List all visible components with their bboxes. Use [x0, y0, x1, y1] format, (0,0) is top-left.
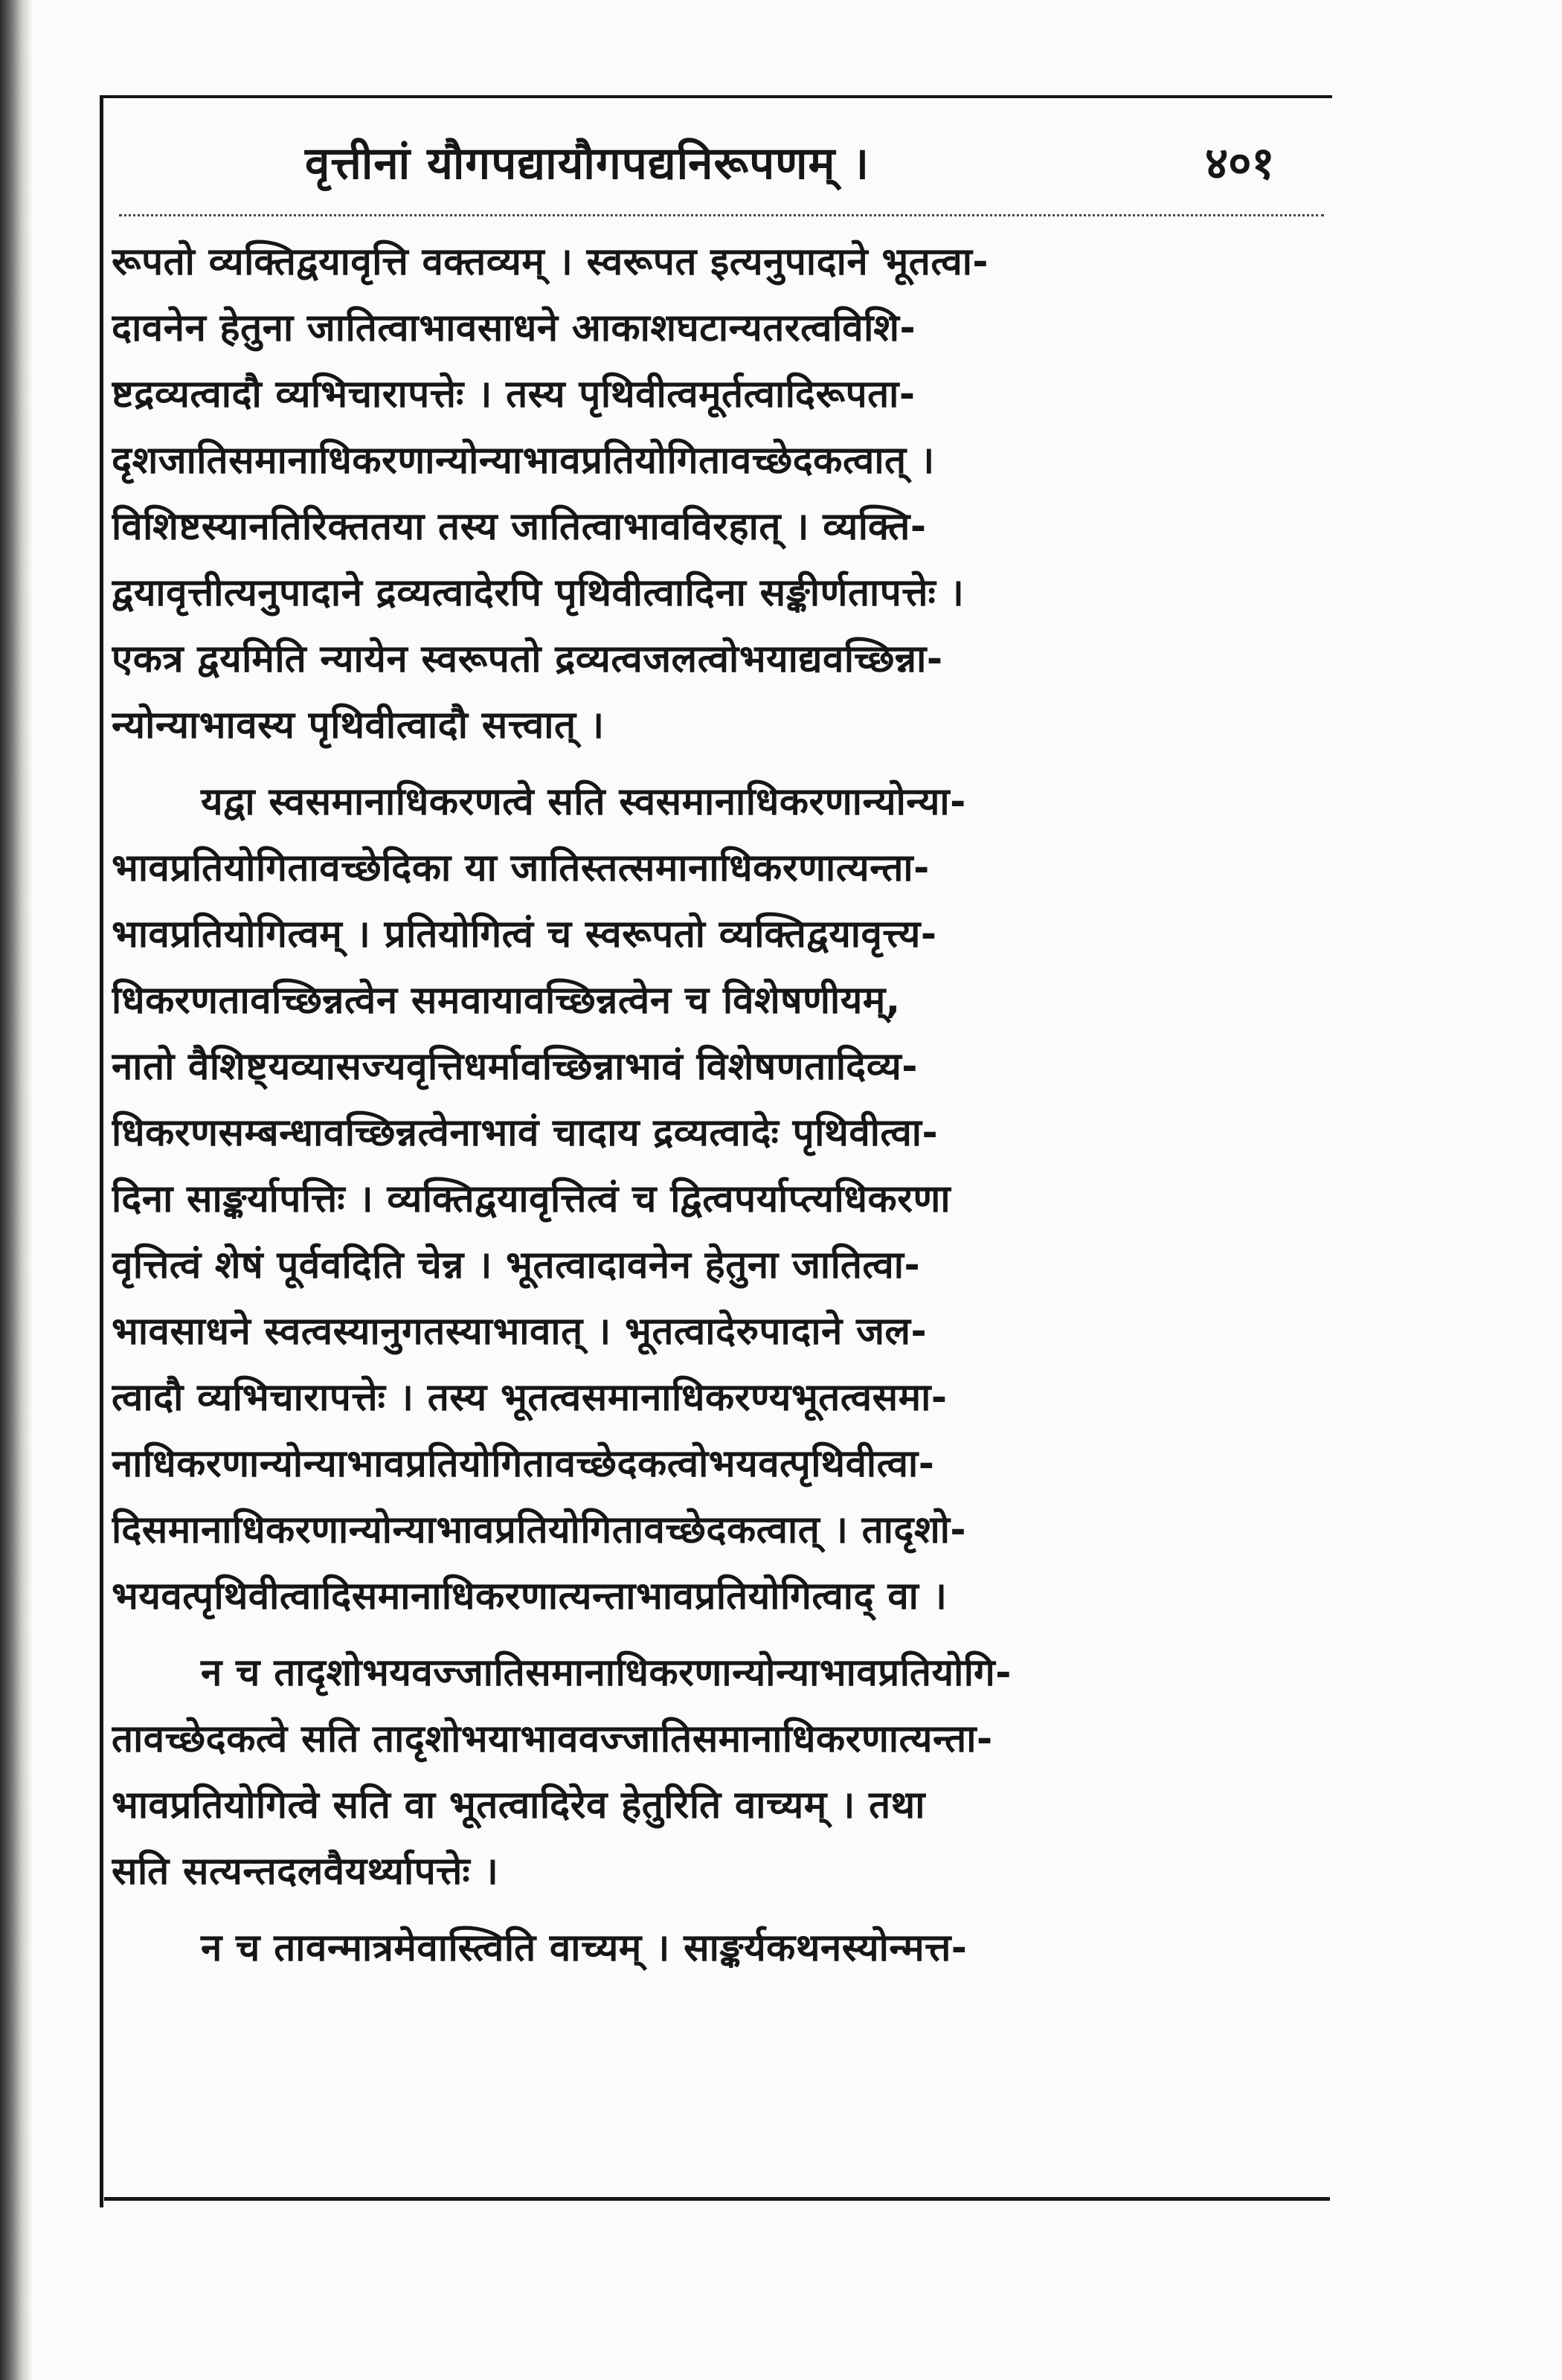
text-line: द्वयावृत्तीत्यनुपादाने द्रव्यत्वादेरपि पृथिवीत्वादिना सङ्कीर्णतापत्तेः । — [112, 571, 965, 615]
text-line: धिकरणसम्बन्धावच्छिन्नत्वेनाभावं चादाय द्रव्यत्वादेः पृथिवीत्वा- — [112, 1111, 939, 1155]
text-line: तावच्छेदकत्वे सति तादृशोभयाभाववज्जातिसमानाधिकरणात्यन्ता- — [112, 1717, 993, 1761]
text-body — [112, 229, 1318, 2170]
text-line: न्योन्याभावस्य पृथिवीत्वादौ सत्त्वात् । — [112, 704, 605, 747]
text-line: नाधिकरणान्योन्याभावप्रतियोगितावच्छेदकत्वोभयवत्पृथिवीत्वा- — [112, 1442, 935, 1486]
text-line: धिकरणतावच्छिन्नत्वेन समवायावच्छिन्नत्वेन च विशेषणीयम्, — [112, 979, 901, 1023]
text-line: वृत्तित्वं शेषं पूर्ववदिति चेन्न । भूतत्वादावनेन हेतुना जातित्वा- — [112, 1244, 921, 1287]
text-line: दिसमानाधिकरणान्योन्याभावप्रतियोगितावच्छेदकत्वात् । तादृशो- — [112, 1508, 967, 1552]
page-binding-edge — [0, 0, 33, 2380]
text-line: न च तावन्मात्रमेवास्त्विति वाच्यम् । साङ्कर्यकथनस्योन्मत्त- — [201, 1926, 968, 1970]
text-line: भावप्रतियोगितावच्छेदिका या जातिस्तत्समानाधिकरणात्यन्ता- — [112, 846, 930, 890]
text-line: त्वादौ व्यभिचारापत्तेः । तस्य भूतत्वसमानाधिकरण्यभूतत्वसमा- — [112, 1376, 948, 1420]
text-line: एकत्र द्वयमिति न्यायेन स्वरूपतो द्रव्यत्वजलत्वोभयाद्यवच्छिन्ना- — [112, 637, 943, 681]
paragraph-1 — [112, 229, 1318, 759]
paragraph-2 — [112, 769, 1318, 1630]
text-line: नातो वैशिष्ट्यव्यासज्यवृत्तिधर्मावच्छिन्नाभावं विशेषणतादिव्य- — [112, 1045, 918, 1089]
text-line: सति सत्यन्तदलवैयर्थ्यापत्तेः । — [112, 1850, 499, 1894]
text-line: विशिष्टस्यानतिरिक्ततया तस्य जातित्वाभावविरहात् । व्यक्ति- — [112, 505, 927, 549]
text-line: भावसाधने स्वत्वस्यानुगतस्याभावात् । भूतत्वादेरुपादाने जल- — [112, 1310, 928, 1354]
text-line: दिना साङ्कर्यापत्तिः । व्यक्तिद्वयावृत्तित्वं च द्वित्वपर्याप्त्यधिकरणा — [112, 1177, 951, 1221]
text-line: भयवत्पृथिवीत्वादिसमानाधिकरणात्यन्ताभावप्रतियोगित्वाद् वा । — [112, 1575, 948, 1618]
text-line: न च तादृशोभयवज्जातिसमानाधिकरणान्योन्याभावप्रतियोगि- — [201, 1651, 1012, 1695]
text-line: दावनेन हेतुना जातित्वाभावसाधने आकाशघटान्यतरत्वविशि- — [112, 306, 916, 350]
running-title: वृत्तीनां यौगपद्यायौगपद्यनिरूपणम् । — [305, 138, 870, 190]
running-header — [112, 120, 1317, 210]
text-line: भावप्रतियोगित्वम् । प्रतियोगित्वं च स्वरूपतो व्यक्तिद्वयावृत्त्य- — [112, 913, 937, 956]
text-line: रूपतो व्यक्तिद्वयावृत्ति वक्तव्यम् । स्वरूपत इत्यनुपादाने भूतत्वा- — [112, 240, 989, 284]
paragraph-4 — [112, 1915, 1318, 1981]
paragraph-3 — [112, 1640, 1318, 1905]
text-line: दृशजातिसमानाधिकरणान्योन्याभावप्रतियोगितावच्छेदकत्वात् । — [112, 439, 935, 483]
text-line: यद्वा स्वसमानाधिकरणत्वे सति स्वसमानाधिकरणान्योन्या- — [201, 780, 966, 824]
header-rule — [119, 210, 1324, 216]
page-number: ४०१ — [1205, 138, 1275, 190]
footer-rule — [104, 2197, 1330, 2201]
text-line: ष्टद्रव्यत्वादौ व्यभिचारापत्तेः । तस्य पृथिवीत्वमूर्तत्वादिरूपता- — [112, 373, 916, 416]
text-line: भावप्रतियोगित्वे सति वा भूतत्वादिरेव हेतुरिति वाच्यम् । तथा — [112, 1784, 925, 1827]
